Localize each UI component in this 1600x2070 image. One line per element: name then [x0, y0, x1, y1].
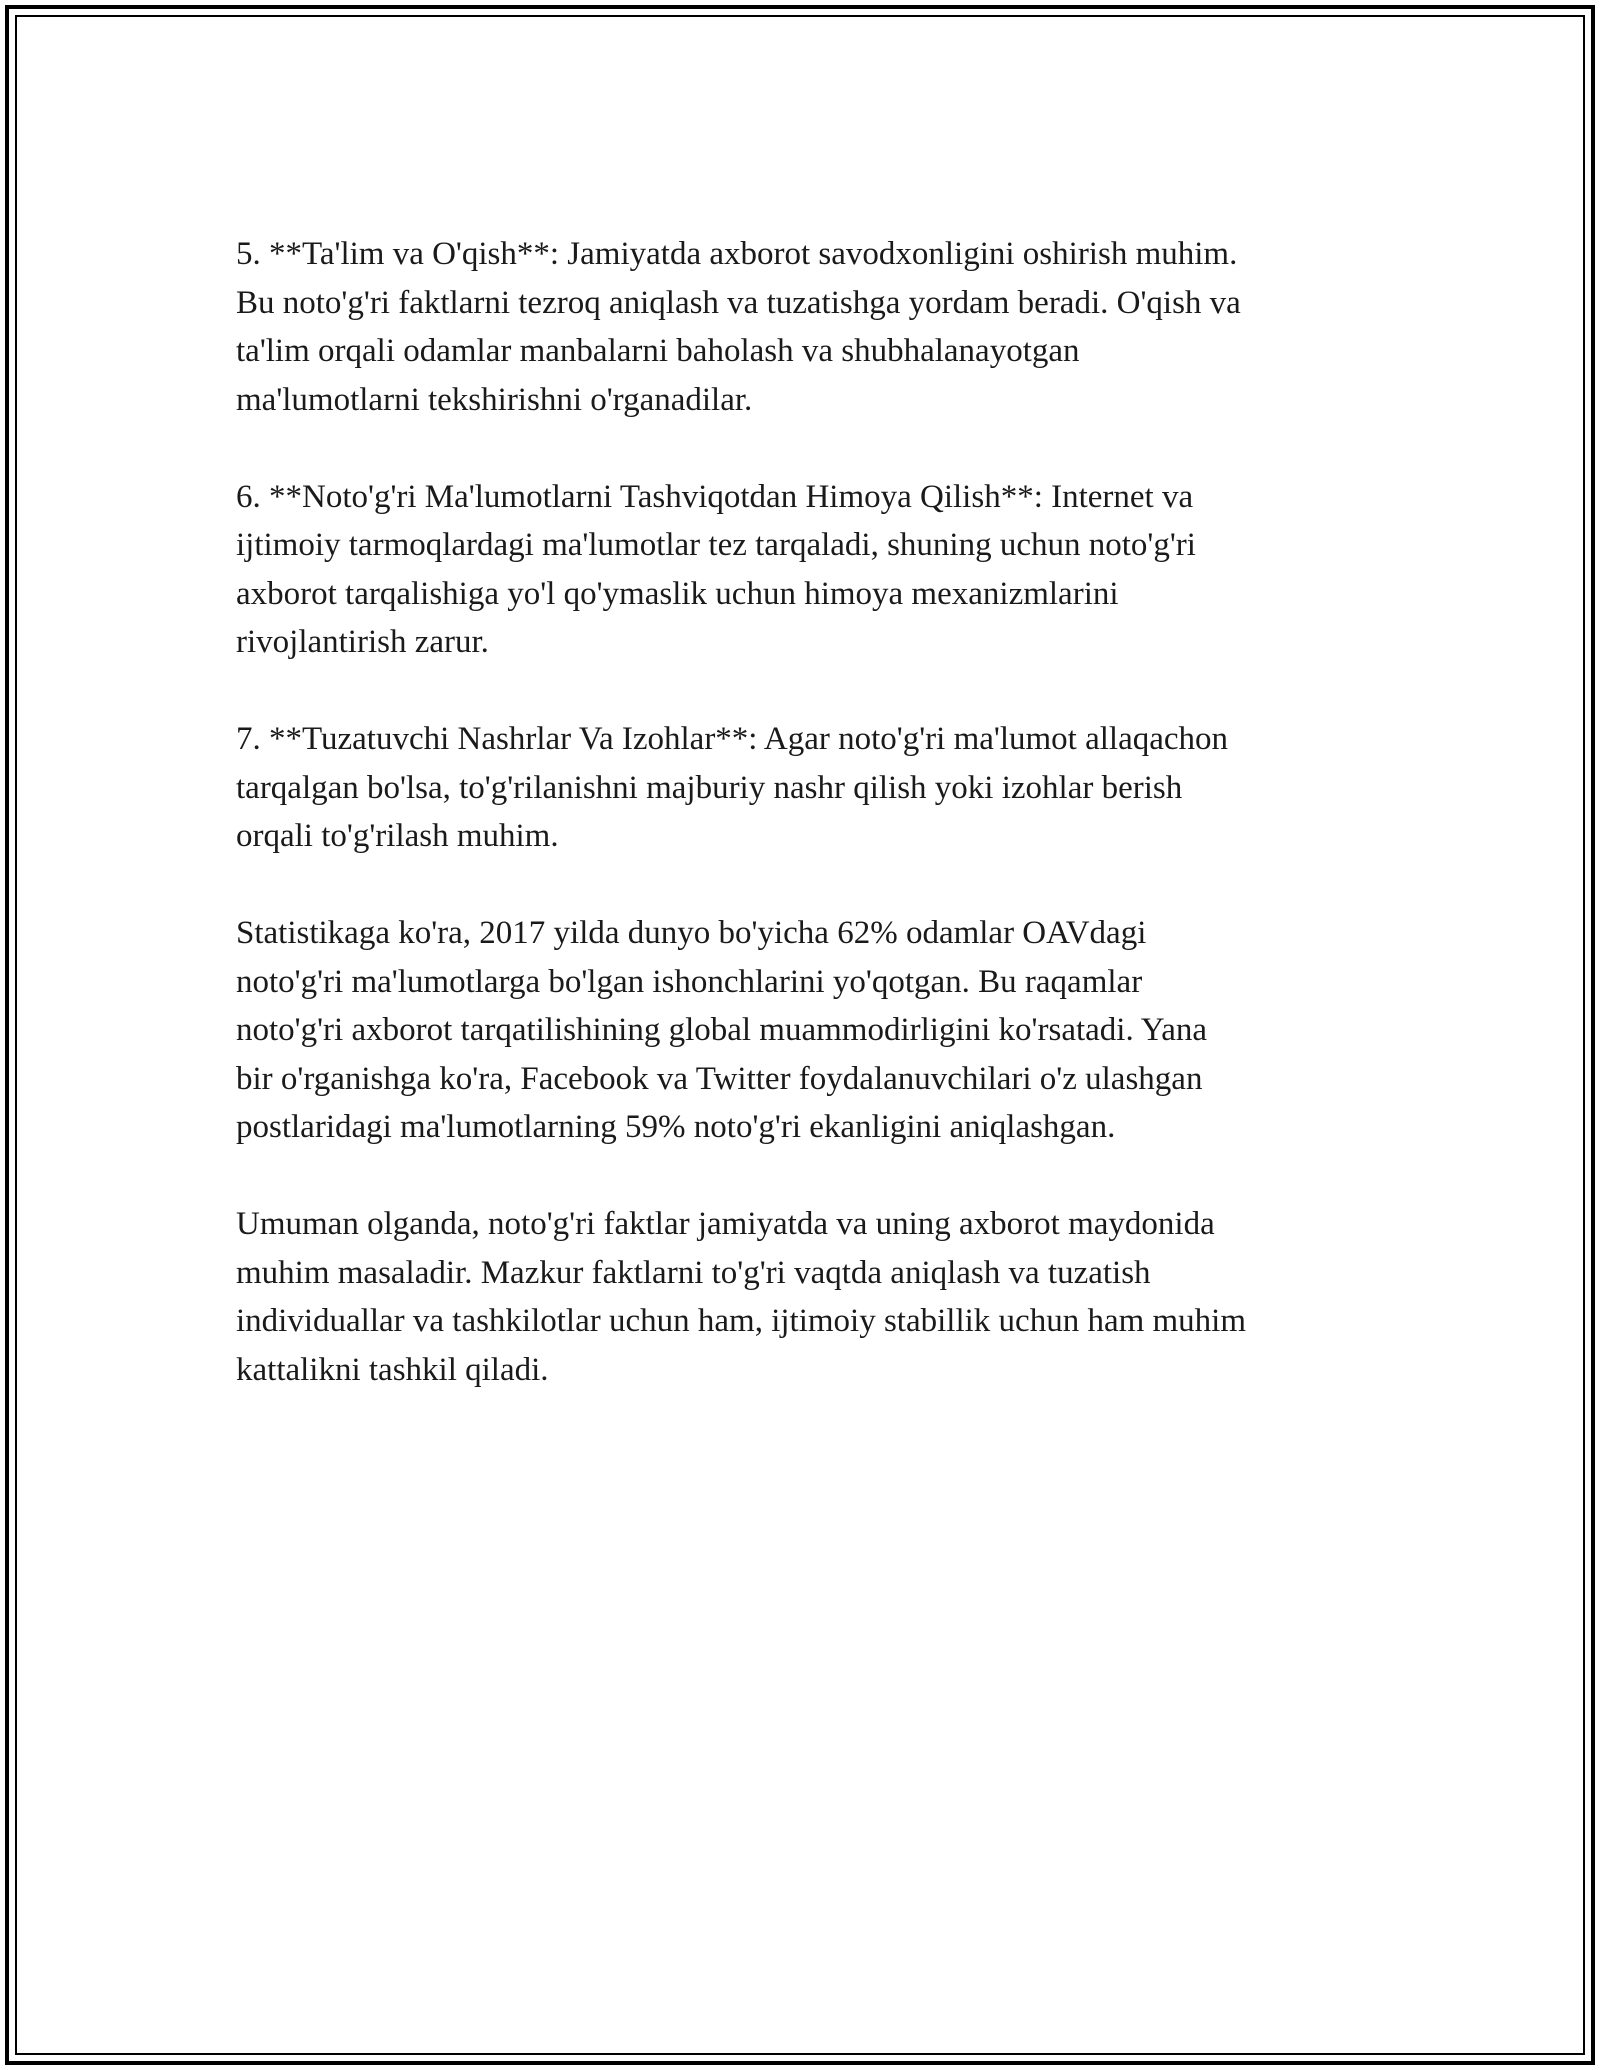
document-body — [236, 230, 1376, 1443]
text-line: rivojlantirish zarur. — [236, 624, 489, 660]
text-line: bir o'rganishga ko'ra, Facebook va Twitter foydalanuvchilari o'z ulashgan — [236, 1060, 1203, 1097]
paragraph-conclusion — [236, 1200, 1376, 1394]
text-line: 5. **Ta'lim va O'qish**: Jamiyatda axborot savodxonligini oshirish muhim. — [236, 236, 1238, 272]
text-line: muhim masaladir. Mazkur faktlarni to'g'ri vaqtda aniqlash va tuzatish — [236, 1254, 1151, 1291]
paragraph-education — [236, 230, 1376, 424]
text-line: ijtimoiy tarmoqlardagi ma'lumotlar tez tarqaladi, shuning uchun noto'g'ri — [236, 527, 1196, 563]
text-line: orqali to'g'rilash muhim. — [236, 818, 559, 854]
text-line: noto'g'ri ma'lumotlarga bo'lgan ishonchlarini yo'qotgan. Bu raqamlar — [236, 963, 1143, 1000]
text-line: tarqalgan bo'lsa, to'g'rilanishni majburiy nashr qilish yoki izohlar berish — [236, 769, 1183, 806]
text-line: 6. **Noto'g'ri Ma'lumotlarni Tashviqotdan Himoya Qilish**: Internet va — [236, 478, 1194, 515]
text-line: ta'lim orqali odamlar manbalarni baholash va shubhalanayotgan — [236, 333, 1080, 369]
text-line: postlaridagi ma'lumotlarning 59% noto'g'ri ekanligini aniqlashgan. — [236, 1109, 1116, 1145]
paragraph-protection — [236, 473, 1376, 667]
text-line: individuallar va tashkilotlar uchun ham, ijtimoiy stabillik uchun ham muhim — [236, 1303, 1247, 1339]
text-line: Umuman olganda, noto'g'ri faktlar jamiyatda va uning axborot maydonida — [236, 1206, 1215, 1242]
text-line: axborot tarqalishiga yo'l qo'ymaslik uchun himoya mexanizmlarini — [236, 575, 1119, 612]
text-line: Statistikaga ko'ra, 2017 yilda dunyo bo'yicha 62% odamlar OAVdagi — [236, 915, 1147, 951]
text-line: 7. **Tuzatuvchi Nashrlar Va Izohlar**: Agar noto'g'ri ma'lumot allaqachon — [236, 721, 1229, 757]
text-line: kattalikni tashkil qiladi. — [236, 1351, 549, 1388]
text-line: Bu noto'g'ri faktlarni tezroq aniqlash va tuzatishga yordam beradi. O'qish va — [236, 284, 1241, 321]
text-line: ma'lumotlarni tekshirishni o'rganadilar. — [236, 381, 753, 418]
paragraph-corrections — [236, 715, 1376, 861]
paragraph-statistics — [236, 909, 1376, 1152]
text-line: noto'g'ri axborot tarqatilishining global muammodirligini ko'rsatadi. Yana — [236, 1012, 1208, 1048]
